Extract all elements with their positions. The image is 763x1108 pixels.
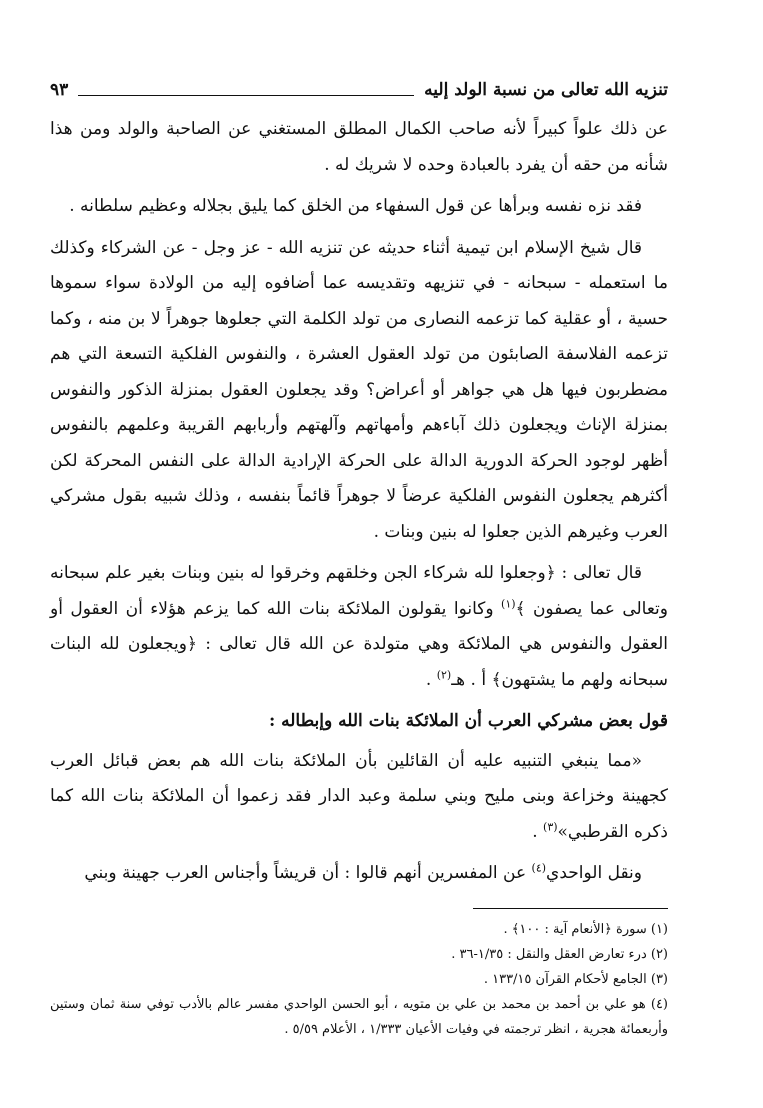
paragraph-3: قال شيخ الإسلام ابن تيمية أثناء حديثه عن تنزيه الله - عز وجل - عن الشركاء وكذلك ما استعمله - سبحانه - في تنزيهه وتقديسه عما أضافوه إليه من الولادة سواء سموها حسية ، أو عقلية كما تزعمه النصارى من تولد الكلمة التي جعلوها جوهراً لا بن منه ، وكما تزعمه الفلاسفة الصابئون من تولد العقول العشرة ، والنفوس الفلكية التسعة التي هم مضطربون فيها هل هي جواهر أو أعراض؟ وقد يجعلون العقول بمنزلة الذكور والنفوس بمنزلة الإناث ويجعلون ذلك آباءهم وأمهاتهم وآلهتهم وأربابهم القريبة وعلمهم بالنفوس أظهر لوجود الحركة الدورية الدالة على الحركة الإرادية الدالة على النفس المحركة لكن أكثرهم يجعلون النفوس الفلكية عرضاً لا جوهراً قائماً بنفسه ، وذلك شبيه بقول مشركي العرب وغيرهم الذين جعلوا له بنين وبنات .	[50, 237, 668, 542]
quote-end: .	[425, 669, 437, 690]
paragraph-2: فقد نزه نفسه وبرأها عن قول السفهاء من الخلق كما يليق بجلاله وعظيم سلطانه .	[69, 196, 642, 216]
page-number: ٩٣	[50, 80, 69, 100]
footnote-ref-1: (١)	[501, 596, 516, 610]
quote-part-1: قال تعالى : ﴿وجعلوا لله شركاء الجن وخلقهم وخرقوا له بنين وبنات بغير علم سبحانه وتعالى عما يصفون ﴾	[50, 563, 668, 619]
paragraph-1: عن ذلك علواً كبيراً لأنه صاحب الكمال المطلق المستغني عن الصاحبة والولد ومن هذا شأنه من حقه أن يفرد بالعبادة وحده لا شريك له .	[50, 119, 668, 175]
running-header	[50, 78, 668, 102]
footnote-ref-2: (٢)	[436, 667, 452, 681]
header-rule	[78, 95, 414, 96]
paragraph-6	[50, 856, 668, 892]
footnote-3: (٣) الجامع لأحكام القرآن ١٣٣/١٥ .	[483, 971, 668, 987]
footnote-1: (١) سورة ﴿الأنعام آية : ١٠٠﴾ .	[503, 921, 668, 937]
paragraph-4	[50, 556, 668, 698]
quote-part-2: وكانوا يقولون الملائكة بنات الله كما يزعم هؤلاء أن العقول أو العقول والنفوس هي الملائكة وهي متولدة عن الله قال تعالى : ﴿ويجعلون لله البنات سبحانه ولهم ما يشتهون﴾ أ . هـ	[50, 598, 668, 690]
section-heading: قول بعض مشركي العرب أن الملائكة بنات الله وإبطاله :	[268, 711, 668, 731]
qurtubi-quote: «مما ينبغي التنبيه عليه أن القائلين بأن الملائكة بنات الله هم بعض قبائل العرب كجهينة وخزاعة وبنى مليح وبني سلمة وعبد الدار فقد زعموا أن الملائكة بنات الله كما ذكره القرطبي»	[50, 750, 668, 842]
footnote-ref-3: (٣)	[543, 819, 558, 833]
wahidi-rest: عن المفسرين أنهم قالوا : أن قريشاً وأجناس العرب جهينة وبني	[84, 863, 532, 883]
wahidi-start: ونقل الواحدي	[546, 863, 642, 883]
paragraph-5	[50, 744, 668, 851]
qurtubi-end: .	[532, 821, 544, 842]
footnote-ref-4: (٤)	[531, 861, 547, 875]
footnote-2: (٢) درء تعارض العقل والنقل : ١/٣٥-٣٦ .	[451, 946, 668, 962]
footnotes-section	[50, 908, 668, 1042]
body-text	[50, 112, 668, 892]
header-title: تنزيه الله تعالى من نسبة الولد إليه	[424, 80, 668, 100]
footnote-divider	[473, 908, 668, 909]
footnote-4: (٤) هو علي بن أحمد بن محمد بن علي بن متويه ، أبو الحسن الواحدي مفسر عالم بالأدب توفي سنة ثمان وستين وأربعمائة هجرية ، انظر ترجمته في وفيات الأعيان ١/٣٣٣ ، الأعلام ٥/٥٩ .	[50, 996, 668, 1037]
